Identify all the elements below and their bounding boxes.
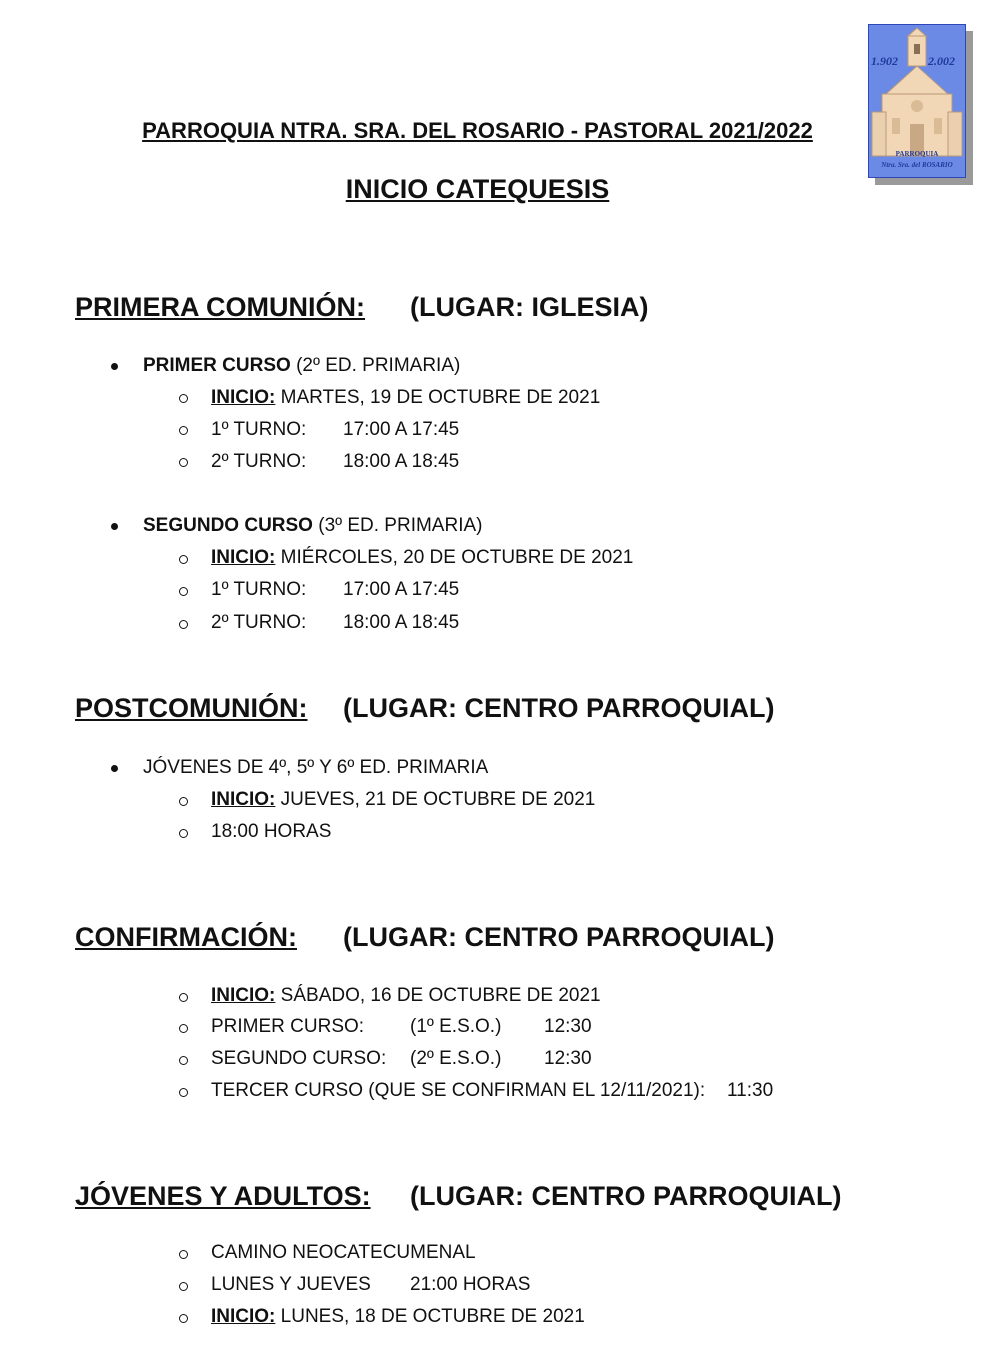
circle-bullet-icon xyxy=(179,1282,188,1291)
inicio-date: SÁBADO, 16 DE OCTUBRE DE 2021 xyxy=(275,985,601,1006)
turn-label: 1º TURNO: xyxy=(211,579,307,600)
section-adultos-place: (LUGAR: CENTRO PARROQUIAL) xyxy=(410,1181,842,1211)
inicio-label: INICIO: xyxy=(211,985,276,1006)
circle-bullet-icon xyxy=(179,555,188,564)
section-postcomunion-place: (LUGAR: CENTRO PARROQUIAL) xyxy=(343,693,775,723)
course-level: (2º E.S.O.) xyxy=(410,1048,502,1069)
section-primera-comunion-place: (LUGAR: IGLESIA) xyxy=(410,292,649,322)
turn-time: 18:00 A 18:45 xyxy=(343,451,460,472)
circle-bullet-icon xyxy=(179,1056,188,1065)
logo-year-left: 1.902 xyxy=(871,54,898,68)
circle-bullet-icon xyxy=(179,993,188,1002)
bullet-icon xyxy=(111,765,118,772)
turn-label: 2º TURNO: xyxy=(211,451,307,472)
course-time: 12:30 xyxy=(544,1048,592,1069)
circle-bullet-icon xyxy=(179,1250,188,1259)
circle-bullet-icon xyxy=(179,1314,188,1323)
list-item-inicio xyxy=(211,387,600,409)
bullet-icon xyxy=(111,363,118,370)
circle-bullet-icon xyxy=(179,1088,188,1097)
course-label: SEGUNDO CURSO xyxy=(143,515,313,536)
bullet-icon xyxy=(111,523,118,530)
list-item-segundo-curso xyxy=(143,515,482,537)
course-time: 11:30 xyxy=(727,1080,774,1101)
inicio-label: INICIO: xyxy=(211,387,276,408)
course-level: (1º E.S.O.) xyxy=(410,1016,502,1037)
turn-time: 18:00 A 18:45 xyxy=(343,612,460,633)
list-item-group: JÓVENES DE 4º, 5º Y 6º ED. PRIMARIA xyxy=(143,757,489,778)
course-label: PRIMER CURSO xyxy=(143,355,291,376)
turn-time: 17:00 A 17:45 xyxy=(343,419,460,440)
circle-bullet-icon xyxy=(179,587,188,596)
inicio-label: INICIO: xyxy=(211,547,276,568)
list-item-hour: 18:00 HORAS xyxy=(211,821,332,842)
inicio-date: LUNES, 18 DE OCTUBRE DE 2021 xyxy=(275,1306,585,1327)
circle-bullet-icon xyxy=(179,829,188,838)
logo-caption-2: Ntra. Sra. del ROSARIO xyxy=(881,161,953,169)
list-item-inicio xyxy=(211,1306,585,1328)
turn-label: 2º TURNO: xyxy=(211,612,307,633)
inicio-date: MARTES, 19 DE OCTUBRE DE 2021 xyxy=(275,387,601,408)
parish-logo xyxy=(868,24,966,178)
list-item-camino: CAMINO NEOCATECUMENAL xyxy=(211,1242,476,1263)
inicio-date: JUEVES, 21 DE OCTUBRE DE 2021 xyxy=(275,789,596,810)
list-item-inicio xyxy=(211,789,595,811)
section-confirmacion-place: (LUGAR: CENTRO PARROQUIAL) xyxy=(343,922,775,952)
course-label: TERCER CURSO (QUE SE CONFIRMAN EL 12/11/2021): xyxy=(211,1080,706,1101)
logo-year-right: 2.002 xyxy=(928,54,955,68)
section-primera-comunion-title: PRIMERA COMUNIÓN: xyxy=(75,292,365,322)
course-time: 12:30 xyxy=(544,1016,592,1037)
inicio-label: INICIO: xyxy=(211,789,276,810)
course-label: SEGUNDO CURSO: xyxy=(211,1048,387,1069)
section-adultos-title: JÓVENES Y ADULTOS: xyxy=(75,1181,371,1211)
logo-caption-1: PARROQUIA xyxy=(895,150,939,158)
turn-time: 17:00 A 17:45 xyxy=(343,579,460,600)
course-detail: (2º ED. PRIMARIA) xyxy=(290,355,461,376)
course-detail: (3º ED. PRIMARIA) xyxy=(312,515,483,536)
section-postcomunion-title: POSTCOMUNIÓN: xyxy=(75,693,308,723)
circle-bullet-icon xyxy=(179,1024,188,1033)
document-title: PARROQUIA NTRA. SRA. DEL ROSARIO - PASTORAL 2021/2022 xyxy=(142,118,813,143)
inicio-date: MIÉRCOLES, 20 DE OCTUBRE DE 2021 xyxy=(275,547,634,568)
circle-bullet-icon xyxy=(179,458,188,467)
schedule-days: LUNES Y JUEVES xyxy=(211,1274,371,1295)
circle-bullet-icon xyxy=(179,426,188,435)
document-subtitle: INICIO CATEQUESIS xyxy=(345,174,610,204)
list-item-inicio xyxy=(211,985,601,1007)
circle-bullet-icon xyxy=(179,797,188,806)
list-item-inicio xyxy=(211,547,633,569)
turn-label: 1º TURNO: xyxy=(211,419,307,440)
section-confirmacion-title: CONFIRMACIÓN: xyxy=(75,922,297,952)
schedule-time: 21:00 HORAS xyxy=(410,1274,531,1295)
circle-bullet-icon xyxy=(179,620,188,629)
course-label: PRIMER CURSO: xyxy=(211,1016,365,1037)
inicio-label: INICIO: xyxy=(211,1306,276,1327)
list-item-primer-curso xyxy=(143,355,460,377)
circle-bullet-icon xyxy=(179,394,188,403)
